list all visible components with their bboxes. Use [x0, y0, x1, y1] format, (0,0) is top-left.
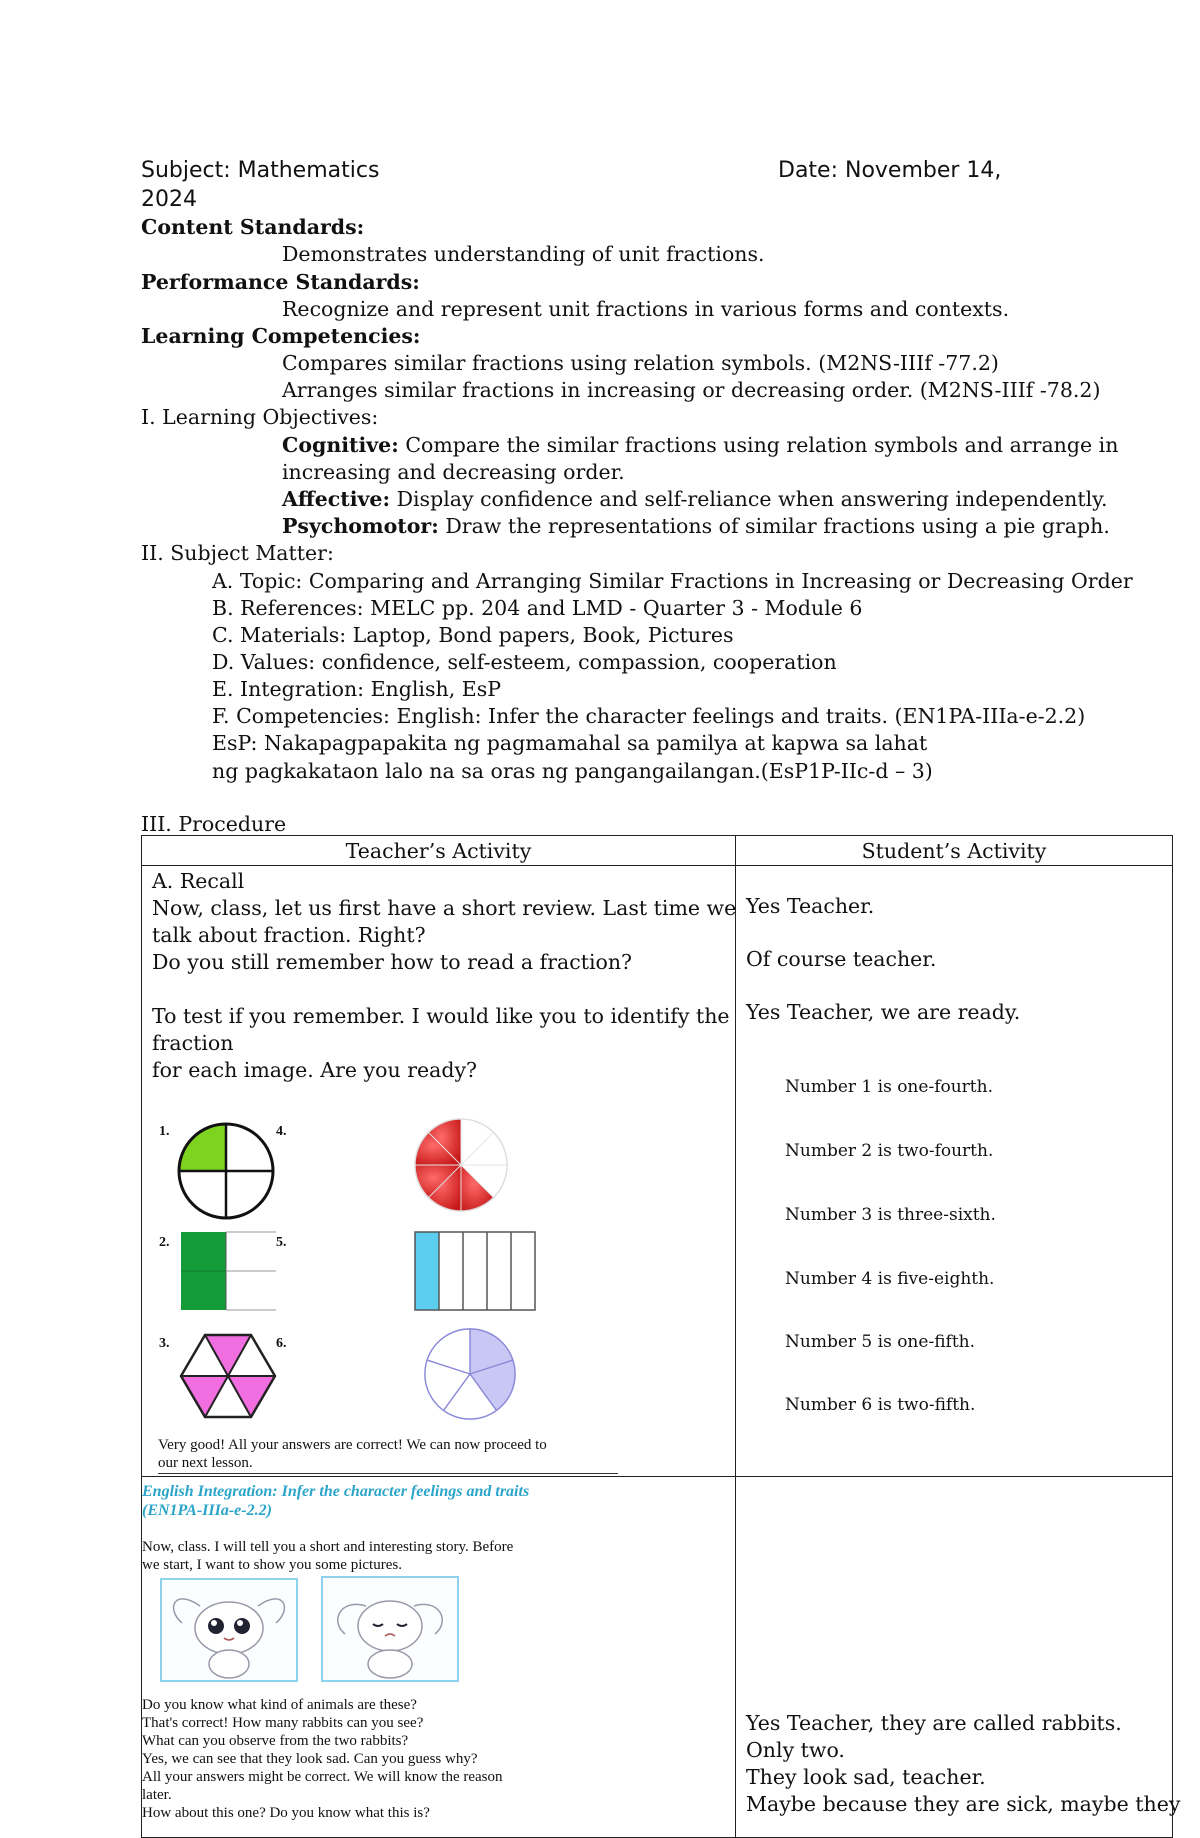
- date-line: Date: November 14,: [778, 158, 1002, 183]
- teacher-activity-header: Teacher’s Activity: [142, 836, 736, 866]
- english-student-answer-1: Yes Teacher, they are called rabbits.: [746, 1711, 1122, 1735]
- figure-label-1: 1.: [159, 1124, 170, 1139]
- fraction-figure-6: [422, 1326, 518, 1422]
- esp-competency-1: EsP: Nakapagpapakita ng pagmamahal sa pamilya at kapwa sa lahat: [212, 731, 928, 755]
- student-english-cell: [736, 1477, 1181, 1838]
- fraction-figure-2: [180, 1231, 278, 1311]
- recall-closing-1: Very good! All your answers are correct! We can now proceed to: [158, 1437, 547, 1453]
- english-integration-title-2: (EN1PA-IIIa-e-2.2): [142, 1502, 272, 1519]
- figure-label-6: 6.: [276, 1336, 287, 1351]
- cognitive-label: Cognitive:: [282, 433, 399, 457]
- content-standards-text: Demonstrates understanding of unit fractions.: [282, 242, 765, 266]
- recall-paragraph-3: Do you still remember how to read a fraction?: [152, 950, 633, 974]
- recall-paragraph-5: fraction: [152, 1031, 234, 1055]
- rabbit-picture-1: [160, 1578, 298, 1682]
- subject-matter-heading: II. Subject Matter:: [141, 541, 334, 565]
- procedure-heading: III. Procedure: [141, 812, 287, 836]
- student-fraction-answer-2: Number 2 is two-fourth.: [785, 1141, 994, 1161]
- rabbit-picture-2: [321, 1576, 459, 1682]
- recall-paragraph-6: for each image. Are you ready?: [152, 1058, 478, 1082]
- competency-1: Compares similar fractions using relation symbols. (M2NS-IIIf -77.2): [282, 351, 999, 375]
- student-fraction-answer-3: Number 3 is three-sixth.: [785, 1205, 996, 1225]
- student-fraction-answer-1: Number 1 is one-fourth.: [785, 1077, 993, 1097]
- cognitive-text-continued: increasing and decreasing order.: [282, 460, 625, 484]
- cognitive-text: Compare the similar fractions using relation symbols and arrange in: [398, 433, 1119, 457]
- objectives-heading: I. Learning Objectives:: [141, 405, 379, 429]
- psychomotor-label: Psychomotor:: [282, 514, 439, 538]
- fraction-figure-3: [178, 1331, 278, 1421]
- subject-values: D. Values: confidence, self-esteem, compassion, cooperation: [212, 650, 837, 674]
- date-year: 2024: [141, 187, 197, 212]
- english-question-5: All your answers might be correct. We will know the reason: [142, 1769, 503, 1785]
- cognitive-objective: [282, 435, 1118, 456]
- student-recall-cell: [736, 866, 1173, 1477]
- subject-line: Subject: Mathematics: [141, 158, 380, 183]
- recall-heading: A. Recall: [152, 869, 245, 893]
- english-intro-2: we start, I want to show you some pictures.: [142, 1557, 402, 1573]
- competency-2: Arranges similar fractions in increasing or decreasing order. (M2NS-IIIf -78.2): [282, 378, 1101, 402]
- procedure-table: [141, 835, 1181, 1838]
- student-fraction-answer-5: Number 5 is one-fifth.: [785, 1332, 976, 1352]
- subject-integration: E. Integration: English, EsP: [212, 677, 502, 701]
- recall-closing-2: our next lesson.: [158, 1455, 253, 1471]
- english-question-1: Do you know what kind of animals are these?: [142, 1697, 417, 1713]
- subject-references: B. References: MELC pp. 204 and LMD - Quarter 3 - Module 6: [212, 596, 863, 620]
- student-activity-header: Student’s Activity: [736, 836, 1173, 866]
- english-intro-1: Now, class. I will tell you a short and interesting story. Before: [142, 1539, 514, 1555]
- recall-paragraph-4: To test if you remember. I would like you to identify the: [152, 1004, 730, 1028]
- student-answer-2: Of course teacher.: [746, 947, 937, 971]
- affective-text: Display confidence and self-reliance when answering independently.: [390, 487, 1108, 511]
- figure-label-2: 2.: [159, 1235, 170, 1250]
- recall-paragraph-1: Now, class, let us first have a short review. Last time we: [152, 896, 737, 920]
- subject-competencies: F. Competencies: English: Infer the character feelings and traits. (EN1PA-IIIa-e-2.2): [212, 704, 1086, 728]
- english-question-2: That's correct! How many rabbits can you see?: [142, 1715, 424, 1731]
- english-question-7: How about this one? Do you know what this is?: [142, 1805, 430, 1821]
- fraction-figure-4: [412, 1116, 510, 1214]
- psychomotor-objective: [282, 516, 1110, 537]
- learning-competencies-label: Learning Competencies:: [141, 324, 421, 348]
- english-student-answer-2: Only two.: [746, 1738, 845, 1762]
- student-answer-1: Yes Teacher.: [746, 894, 875, 918]
- subject-materials: C. Materials: Laptop, Bond papers, Book, Pictures: [212, 623, 734, 647]
- english-question-4: Yes, we can see that they look sad. Can you guess why?: [142, 1751, 478, 1767]
- teacher-english-cell: [142, 1477, 736, 1838]
- figure-label-3: 3.: [159, 1336, 170, 1351]
- recall-paragraph-2: talk about fraction. Right?: [152, 923, 426, 947]
- subject-topic: A. Topic: Comparing and Arranging Similar Fractions in Increasing or Decreasing Order: [212, 569, 1133, 593]
- closing-underline: [158, 1473, 618, 1474]
- teacher-recall-cell: [142, 866, 736, 1477]
- english-integration-title-1: English Integration: Infer the character feelings and traits: [142, 1483, 530, 1500]
- english-student-answer-3: They look sad, teacher.: [746, 1765, 986, 1789]
- student-fraction-answer-6: Number 6 is two-fifth.: [785, 1395, 976, 1415]
- student-fraction-answer-4: Number 4 is five-eighth.: [785, 1269, 995, 1289]
- fraction-figure-1: [176, 1121, 276, 1221]
- english-question-6: later.: [142, 1787, 172, 1803]
- performance-standards-label: Performance Standards:: [141, 270, 420, 294]
- affective-label: Affective:: [282, 487, 391, 511]
- psychomotor-text: Draw the representations of similar fractions using a pie graph.: [438, 514, 1110, 538]
- student-answer-3: Yes Teacher, we are ready.: [746, 1000, 1021, 1024]
- fraction-figure-5: [414, 1231, 536, 1311]
- content-standards-label: Content Standards:: [141, 215, 365, 239]
- performance-standards-text: Recognize and represent unit fractions in various forms and contexts.: [282, 297, 1010, 321]
- english-question-3: What can you observe from the two rabbits?: [142, 1733, 409, 1749]
- english-student-answer-4: Maybe because they are sick, maybe they: [746, 1792, 1181, 1816]
- figure-label-4: 4.: [276, 1124, 287, 1139]
- figure-label-5: 5.: [276, 1235, 287, 1250]
- affective-objective: [282, 489, 1108, 510]
- esp-competency-2: ng pagkakataon lalo na sa oras ng pangangailangan.(EsP1P-IIc-d – 3): [212, 759, 933, 783]
